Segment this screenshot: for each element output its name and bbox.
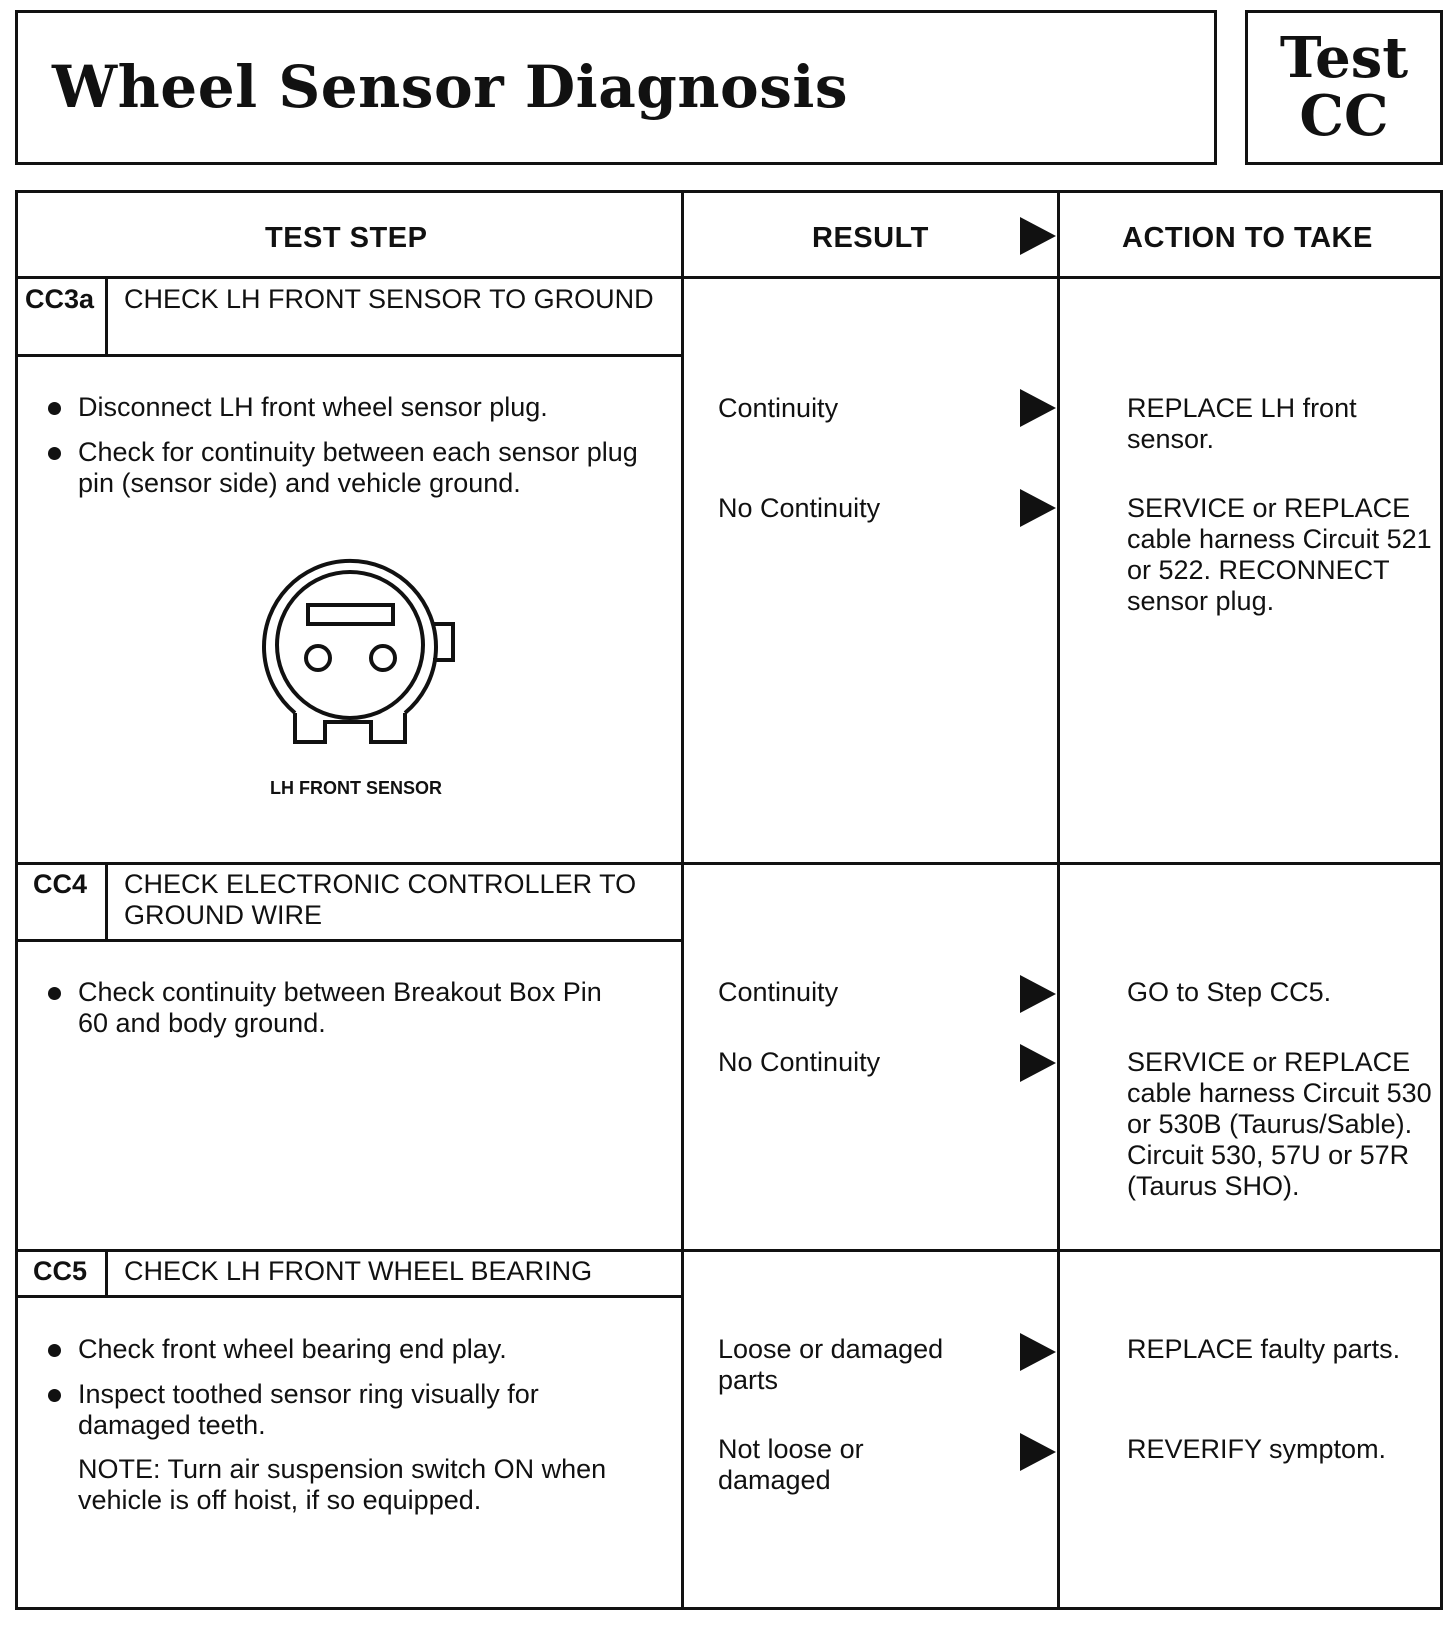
arrow-icon xyxy=(1020,389,1056,427)
list-item: Check continuity between Breakout Box Pin 60 and body ground. xyxy=(48,977,668,1039)
test-code: CC xyxy=(1299,83,1389,149)
arrow-icon xyxy=(1020,217,1056,255)
list-item: Disconnect LH front wheel sensor plug. xyxy=(48,392,668,423)
header-action: ACTION TO TAKE xyxy=(1122,222,1373,254)
step-id: CC3a xyxy=(25,284,95,314)
step-title-divider xyxy=(15,939,683,942)
list-item: Check front wheel bearing end play. xyxy=(48,1334,668,1365)
action-text: REPLACE LH front sensor. xyxy=(1127,393,1357,454)
figure-caption: LH FRONT SENSOR xyxy=(270,778,443,798)
arrow-icon xyxy=(1020,1044,1056,1082)
column-divider xyxy=(681,190,684,1610)
title-box xyxy=(15,10,1217,165)
bullet-icon xyxy=(48,1389,61,1402)
step-id: CC5 xyxy=(33,1256,88,1286)
action-text: SERVICE or REPLACE cable harness Circuit 521 or 522. RECONNECT sensor plug. xyxy=(1127,493,1432,616)
arrow-icon xyxy=(1020,1433,1056,1471)
list-item: Inspect toothed sensor ring visually for damaged teeth. xyxy=(48,1379,668,1441)
bullet-icon xyxy=(48,987,61,1000)
page-title: Wheel Sensor Diagnosis xyxy=(52,53,849,121)
bullet-icon xyxy=(48,402,61,415)
result-text: Continuity xyxy=(718,393,839,423)
action-text: GO to Step CC5. xyxy=(1127,977,1332,1007)
step-title-divider xyxy=(15,1295,683,1298)
note-text: NOTE: Turn air suspension switch ON when vehicle is off hoist, if so equipped. xyxy=(78,1454,607,1515)
arrow-icon xyxy=(1020,975,1056,1013)
arrow-icon xyxy=(1020,489,1056,527)
header-divider xyxy=(15,276,1443,279)
result-text: No Continuity xyxy=(718,1047,881,1077)
result-text: Continuity xyxy=(718,977,839,1007)
test-label: Test xyxy=(1279,25,1409,91)
result-text: No Continuity xyxy=(718,493,881,523)
header-test-step: TEST STEP xyxy=(265,222,428,254)
sensor-connector-diagram xyxy=(245,550,460,750)
row-divider xyxy=(15,1249,1443,1252)
step-title: CHECK LH FRONT SENSOR TO GROUND xyxy=(124,284,654,314)
row-divider xyxy=(15,862,1443,865)
test-id-box xyxy=(1245,10,1443,165)
action-text: REPLACE faulty parts. xyxy=(1127,1334,1401,1364)
result-text: Loose or damaged parts xyxy=(718,1334,944,1395)
result-text: Not loose or damaged xyxy=(718,1434,864,1495)
action-text: REVERIFY symptom. xyxy=(1127,1434,1387,1464)
step-title: CHECK LH FRONT WHEEL BEARING xyxy=(124,1256,593,1286)
header-result: RESULT xyxy=(812,222,929,254)
action-text: SERVICE or REPLACE cable harness Circuit 530 or 530B (Taurus/Sable). Circuit 530, 57U or 57R (Taurus SHO). xyxy=(1127,1047,1432,1201)
arrow-icon xyxy=(1020,1333,1056,1371)
bullet-icon xyxy=(48,447,61,460)
step-id: CC4 xyxy=(33,869,88,899)
step-id-divider xyxy=(105,862,108,942)
step-id-divider xyxy=(105,276,108,356)
list-item: Check for continuity between each sensor plug pin (sensor side) and vehicle ground. xyxy=(48,437,668,499)
step-title: CHECK ELECTRONIC CONTROLLER TO GROUND WIRE xyxy=(124,869,637,930)
bullet-icon xyxy=(48,1344,61,1357)
column-divider xyxy=(1057,190,1060,1610)
step-title-divider xyxy=(15,354,683,357)
step-id-divider xyxy=(105,1249,108,1298)
